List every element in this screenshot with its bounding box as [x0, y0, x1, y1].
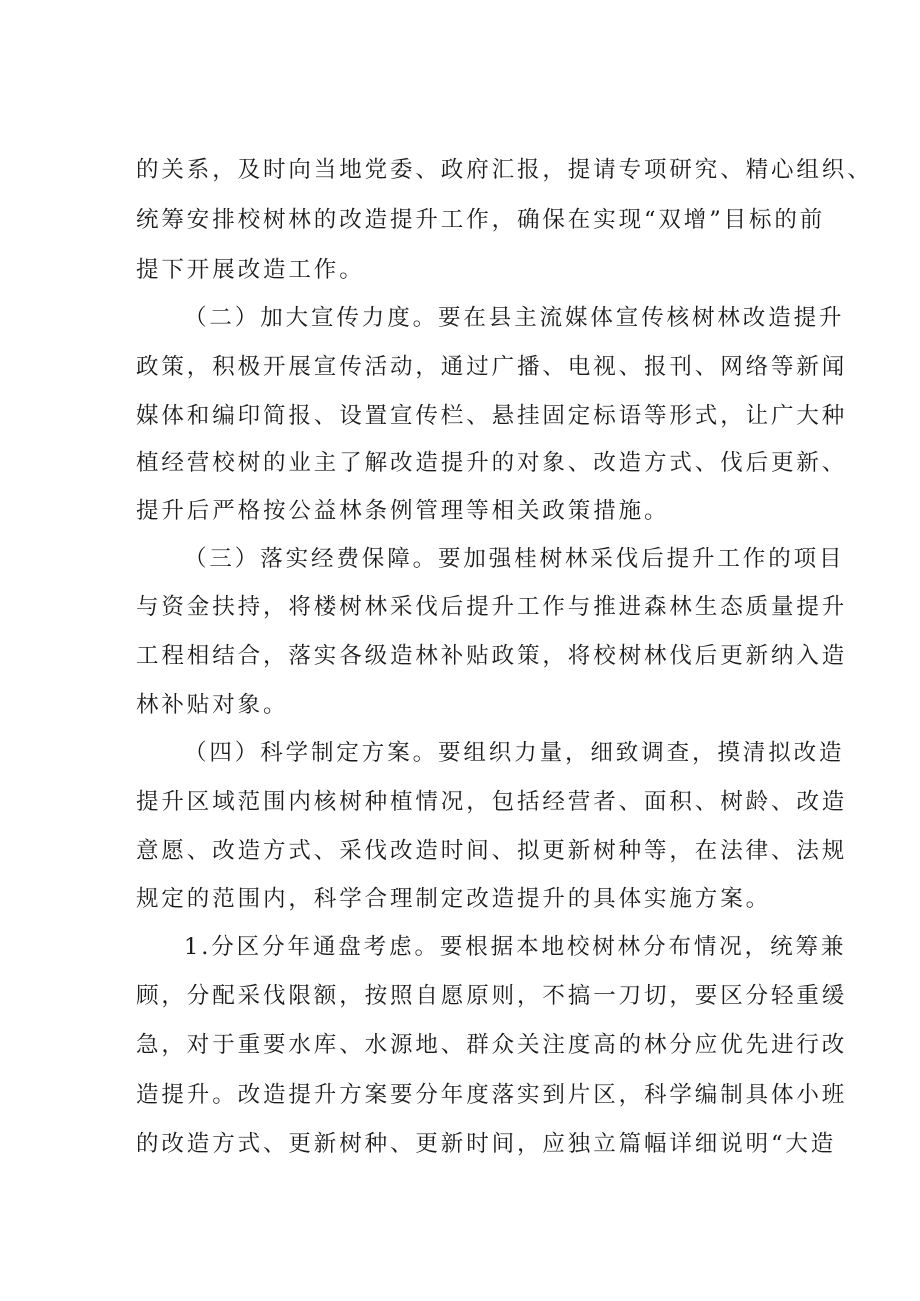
text-line: 的改造方式、更新树种、更新时间，应独立篇幅详细说明“大造 [136, 1131, 837, 1157]
text-line: 顾，分配采伐限额，按照自愿原则，不搞一刀切，要区分轻重缓 [136, 983, 848, 1009]
text-line: 与资金扶持，将楼树林采伐后提升工作与推进森林生态质量提升 [136, 594, 848, 620]
text-line: 工程相结合，落实各级造林补贴政策，将校树林伐后更新纳入造 [136, 643, 848, 669]
text-line: 政策，积极开展宣传活动，通过广播、电视、报刊、网络等新闻 [136, 354, 848, 380]
text-line: 提下开展改造工作。 [136, 257, 365, 283]
text-line: 林补贴对象。 [136, 692, 289, 718]
text-line: 统筹安排校树林的改造提升工作，确保在实现“双增”目标的前 [136, 207, 826, 233]
paragraph-heading-line: （四）科学制定方案。要组织力量，细致调查，摸清拟改造 [184, 740, 845, 766]
text-line: 的关系，及时向当地党委、政府汇报，提请专项研究、精心组织、 [136, 157, 873, 183]
text-line: 提升区域范围内核树种植情况，包括经营者、面积、树龄、改造 [136, 789, 848, 815]
text-line: 规定的范围内，科学合理制定改造提升的具体实施方案。 [136, 886, 772, 912]
text-line: 植经营校树的业主了解改造提升的对象、改造方式、伐后更新、 [136, 450, 848, 476]
text-line: 提升后严格按公益林条例管理等相关政策措施。 [136, 498, 670, 524]
text-line: 媒体和编印简报、设置宣传栏、悬挂固定标语等形式，让广大种 [136, 403, 848, 429]
paragraph-heading-line: （二）加大宣传力度。要在县主流媒体宣传核树林改造提升 [184, 305, 845, 331]
paragraph-heading-line: （三）落实经费保障。要加强桂树林采伐后提升工作的项目 [184, 546, 845, 572]
text-line: 造提升。改造提升方案要分年度落实到片区，科学编制具体小班 [136, 1082, 848, 1108]
text-line: 意愿、改造方式、采伐改造时间、拟更新树种等，在法律、法规 [136, 838, 848, 864]
numbered-item-line: 1.分区分年通盘考虑。要根据本地校树林分布情况，统筹兼 [184, 934, 847, 960]
text-line: 急，对于重要水库、水源地、群众关注度高的林分应优先进行改 [136, 1032, 848, 1058]
